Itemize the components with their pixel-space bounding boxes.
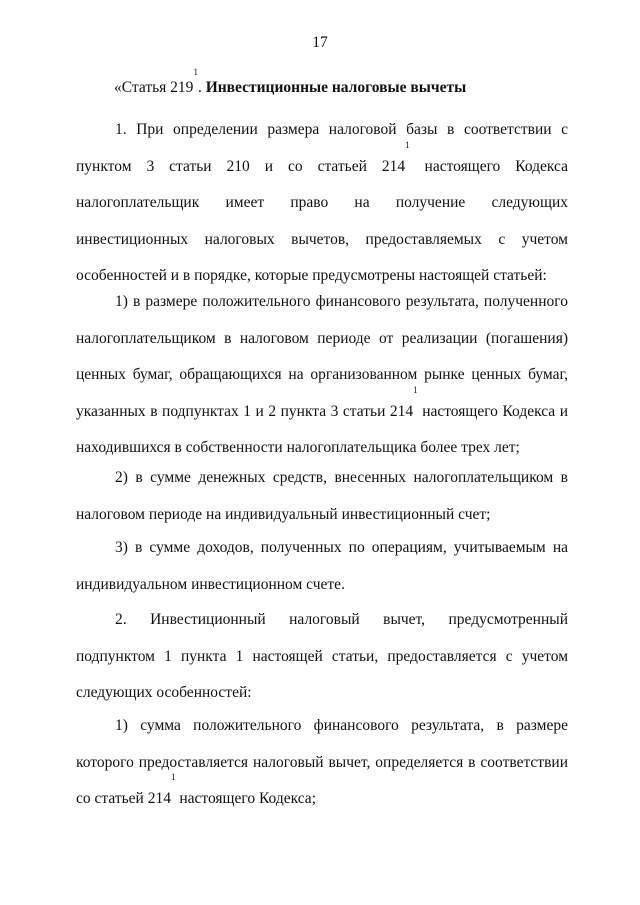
- paragraph-text: 1. При определении размера налоговой базы в соответствии с пунктом 3 статьи 210 и со статьей 214: [76, 121, 568, 175]
- paragraph-text: 2) в сумме денежных средств, внесенных налогоплательщиком в налоговом периоде на индивидуальный инвестиционный счет;: [76, 469, 568, 523]
- paragraph-text: 1) в размере положительного финансового результата, полученного налогоплательщиком в налоговом периоде от реализации (погашения) ценных бумаг, обращающихся на организованном рынке ценных бумаг, указанных в подпунктах 1 и 2 пункта 3 статьи 214: [76, 293, 568, 420]
- paragraph-5: [76, 602, 568, 712]
- superscript: 1: [170, 772, 176, 782]
- paragraph-text-continued: настоящего Кодекса и находившихся в собственности налогоплательщика более трех лет;: [76, 402, 568, 456]
- paragraph-3: [76, 460, 568, 533]
- article-title: Инвестиционные налоговые вычеты: [205, 79, 467, 96]
- page-number: 17: [312, 34, 328, 51]
- open-quote: «: [114, 79, 122, 96]
- article-heading: [114, 67, 574, 100]
- superscript: 1: [413, 384, 418, 395]
- paragraph-text-continued: настоящего Кодекса;: [175, 790, 316, 807]
- paragraph-4: [76, 530, 568, 603]
- article-label: Статья 219: [121, 79, 194, 96]
- paragraph-text: 2. Инвестиционный налоговый вычет, предусмотренный подпунктом 1 пункта 1 настоящей статьи, предоставляется с учетом следующих особенностей:: [76, 611, 568, 701]
- article-label-dot: .: [197, 79, 202, 96]
- superscript: 1: [405, 139, 410, 150]
- paragraph-text: 3) в сумме доходов, полученных по операциям, учитываемым на индивидуальном инвестиционном счете.: [76, 539, 568, 593]
- paragraph-2: [76, 284, 568, 467]
- paragraph-1: [76, 112, 568, 295]
- paragraph-text: 1) сумма положительного финансового результата, в размере которого предоставляется налоговый вычет, определяется в соответствии со статьей 214: [76, 717, 568, 807]
- article-label-superscript: 1: [193, 67, 198, 77]
- paragraph-6: [76, 708, 568, 818]
- paragraph-text-continued: настоящего Кодекса налогоплательщик имеет право на получение следующих инвестиционных налоговых вычетов, предоставляемых с учетом особенностей и в порядке, которые предусмотрены настоящей статьей:: [76, 157, 568, 284]
